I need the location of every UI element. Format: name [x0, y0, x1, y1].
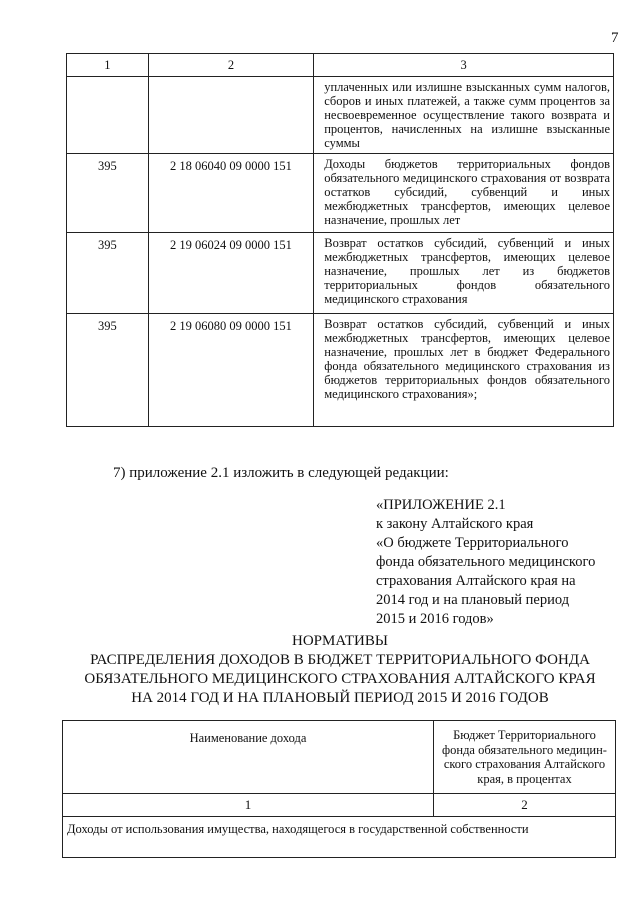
- header-col-2: 2: [148, 54, 314, 77]
- title-line: НА 2014 ГОД И НА ПЛАНОВЫЙ ПЕРИОД 2015 И 2016 ГОДОВ: [131, 690, 549, 706]
- header-budget-line: ского страхования Алтайского: [443, 757, 606, 771]
- header-income-name: Наименование дохода: [63, 721, 434, 794]
- header-budget-line: фонда обязательного медицин-: [442, 742, 607, 757]
- header-budget-line: Бюджет Территориального: [453, 728, 596, 742]
- table-row: [63, 817, 616, 858]
- title-line: РАСПРЕДЕЛЕНИЯ ДОХОДОВ В БЮДЖЕТ ТЕРРИТОРИАЛЬНОГО ФОНДА: [90, 652, 590, 668]
- admin-code: 395: [67, 314, 149, 427]
- page-number: 7: [611, 30, 619, 46]
- table-header-row: [67, 54, 614, 77]
- table-header-row: [63, 721, 616, 794]
- title-line: ОБЯЗАТЕЛЬНОГО МЕДИЦИНСКОГО СТРАХОВАНИЯ АЛТАЙСКОГО КРАЯ: [84, 671, 596, 687]
- income-description: Доходы бюджетов территориальных фондов обязательного медицинского страхования от возврата остатков субсидий, субвенций и иных межбюджетных трансфертов, имеющих целевое назначение, прошлых лет: [314, 154, 614, 233]
- document-title: [40, 632, 640, 708]
- table-row: [67, 154, 614, 233]
- appendix-line: 2014 год и на плановый период: [376, 592, 570, 608]
- appendix-heading: [376, 496, 621, 629]
- title-line: НОРМАТИВЫ: [292, 633, 388, 649]
- header-col-3: 3: [314, 54, 614, 77]
- appendix-line: «О бюджете Территориального: [376, 535, 569, 551]
- col-num-1: 1: [63, 794, 434, 817]
- continuation-text: уплаченных или излишне взысканных сумм налогов, сборов и иных платежей, а также сумм процентов за несвоевременное осуществление такого возврата и процентов, начисленных на излишне взысканные суммы: [314, 77, 614, 154]
- item-7-text: 7) приложение 2.1 изложить в следующей редакции:: [113, 465, 449, 481]
- table-row: [67, 314, 614, 427]
- column-number-row: [63, 794, 616, 817]
- appendix-line: к закону Алтайского края: [376, 516, 534, 532]
- appendix-line: страхования Алтайского края на: [376, 573, 576, 589]
- header-budget: [434, 721, 616, 794]
- appendix-line: фонда обязательного медицинского: [376, 554, 596, 570]
- appendix-line: 2015 и 2016 годов»: [376, 611, 494, 627]
- kbk-code: 2 18 06040 09 0000 151: [148, 154, 314, 233]
- income-codes-table: [66, 53, 614, 427]
- norms-table: [62, 720, 616, 858]
- col-num-2: 2: [434, 794, 616, 817]
- admin-code: 395: [67, 154, 149, 233]
- income-row-text: Доходы от использования имущества, находящегося в государственной собственности: [63, 817, 616, 858]
- admin-code: 395: [67, 233, 149, 314]
- appendix-line: «ПРИЛОЖЕНИЕ 2.1: [376, 497, 506, 513]
- income-description: Возврат остатков субсидий, субвенций и иных межбюджетных трансфертов, имеющих целевое назначение, прошлых лет в бюджет Федерального фонда обязательного медицинского страхования из бюджетов территориальных фондов обязательного медицинского страхования»;: [314, 314, 614, 427]
- kbk-code: 2 19 06080 09 0000 151: [148, 314, 314, 427]
- kbk-code: 2 19 06024 09 0000 151: [148, 233, 314, 314]
- header-col-1: 1: [67, 54, 149, 77]
- table-row: [67, 233, 614, 314]
- income-description: Возврат остатков субсидий, субвенций и иных межбюджетных трансфертов, имеющих целевое назначение, прошлых лет из бюджетов территориальных фондов обязательного медицинского страхования: [314, 233, 614, 314]
- header-budget-line: края, в процентах: [477, 771, 572, 786]
- table-row: [67, 77, 614, 154]
